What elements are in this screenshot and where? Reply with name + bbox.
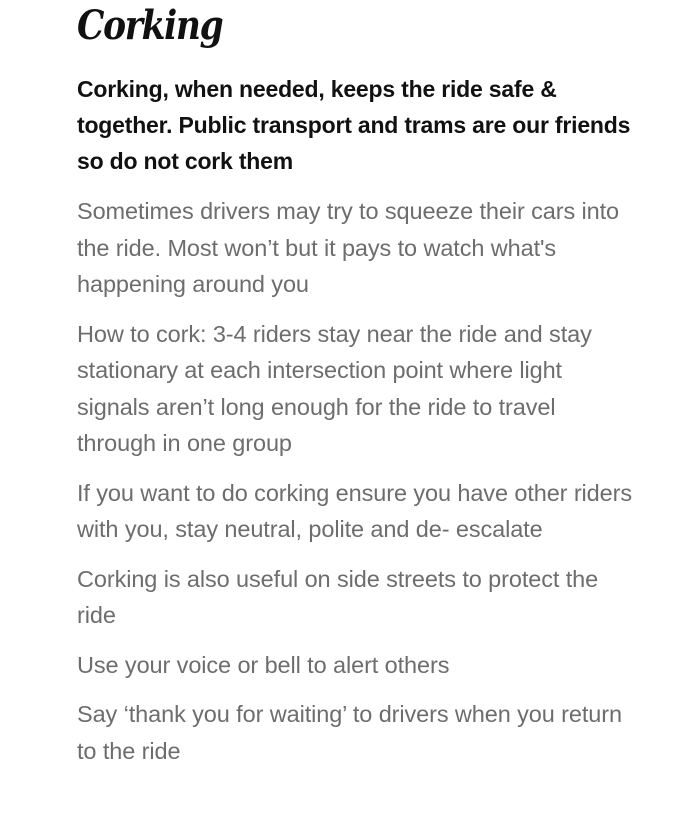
paragraph-side-streets: Corking is also useful on side streets to protect the ride <box>77 565 599 628</box>
paragraph-squeeze: Sometimes drivers may try to squeeze their cars into the ride. Most won’t but it pays to watch what's happening around you <box>77 198 620 297</box>
section-lead: Corking, when needed, keeps the ride safe & together. Public transport and trams are our friends so do not cork them <box>77 76 631 174</box>
paragraph-how-to-cork: How to cork: 3-4 riders stay near the ride and stay stationary at each intersection point where light signals aren’t long enough for the ride to travel through in one group <box>77 320 592 456</box>
paragraph-voice-bell: Use your voice or bell to alert others <box>77 651 450 678</box>
paragraph-other-riders: If you want to do corking ensure you have other riders with you, stay neutral, polite and de- escalate <box>77 479 632 542</box>
paragraph-list <box>77 193 637 769</box>
paragraph-thank-you: Say ‘thank you for waiting’ to drivers when you return to the ride <box>77 701 622 764</box>
section-title: Corking <box>77 2 223 49</box>
corking-section <box>77 0 637 769</box>
